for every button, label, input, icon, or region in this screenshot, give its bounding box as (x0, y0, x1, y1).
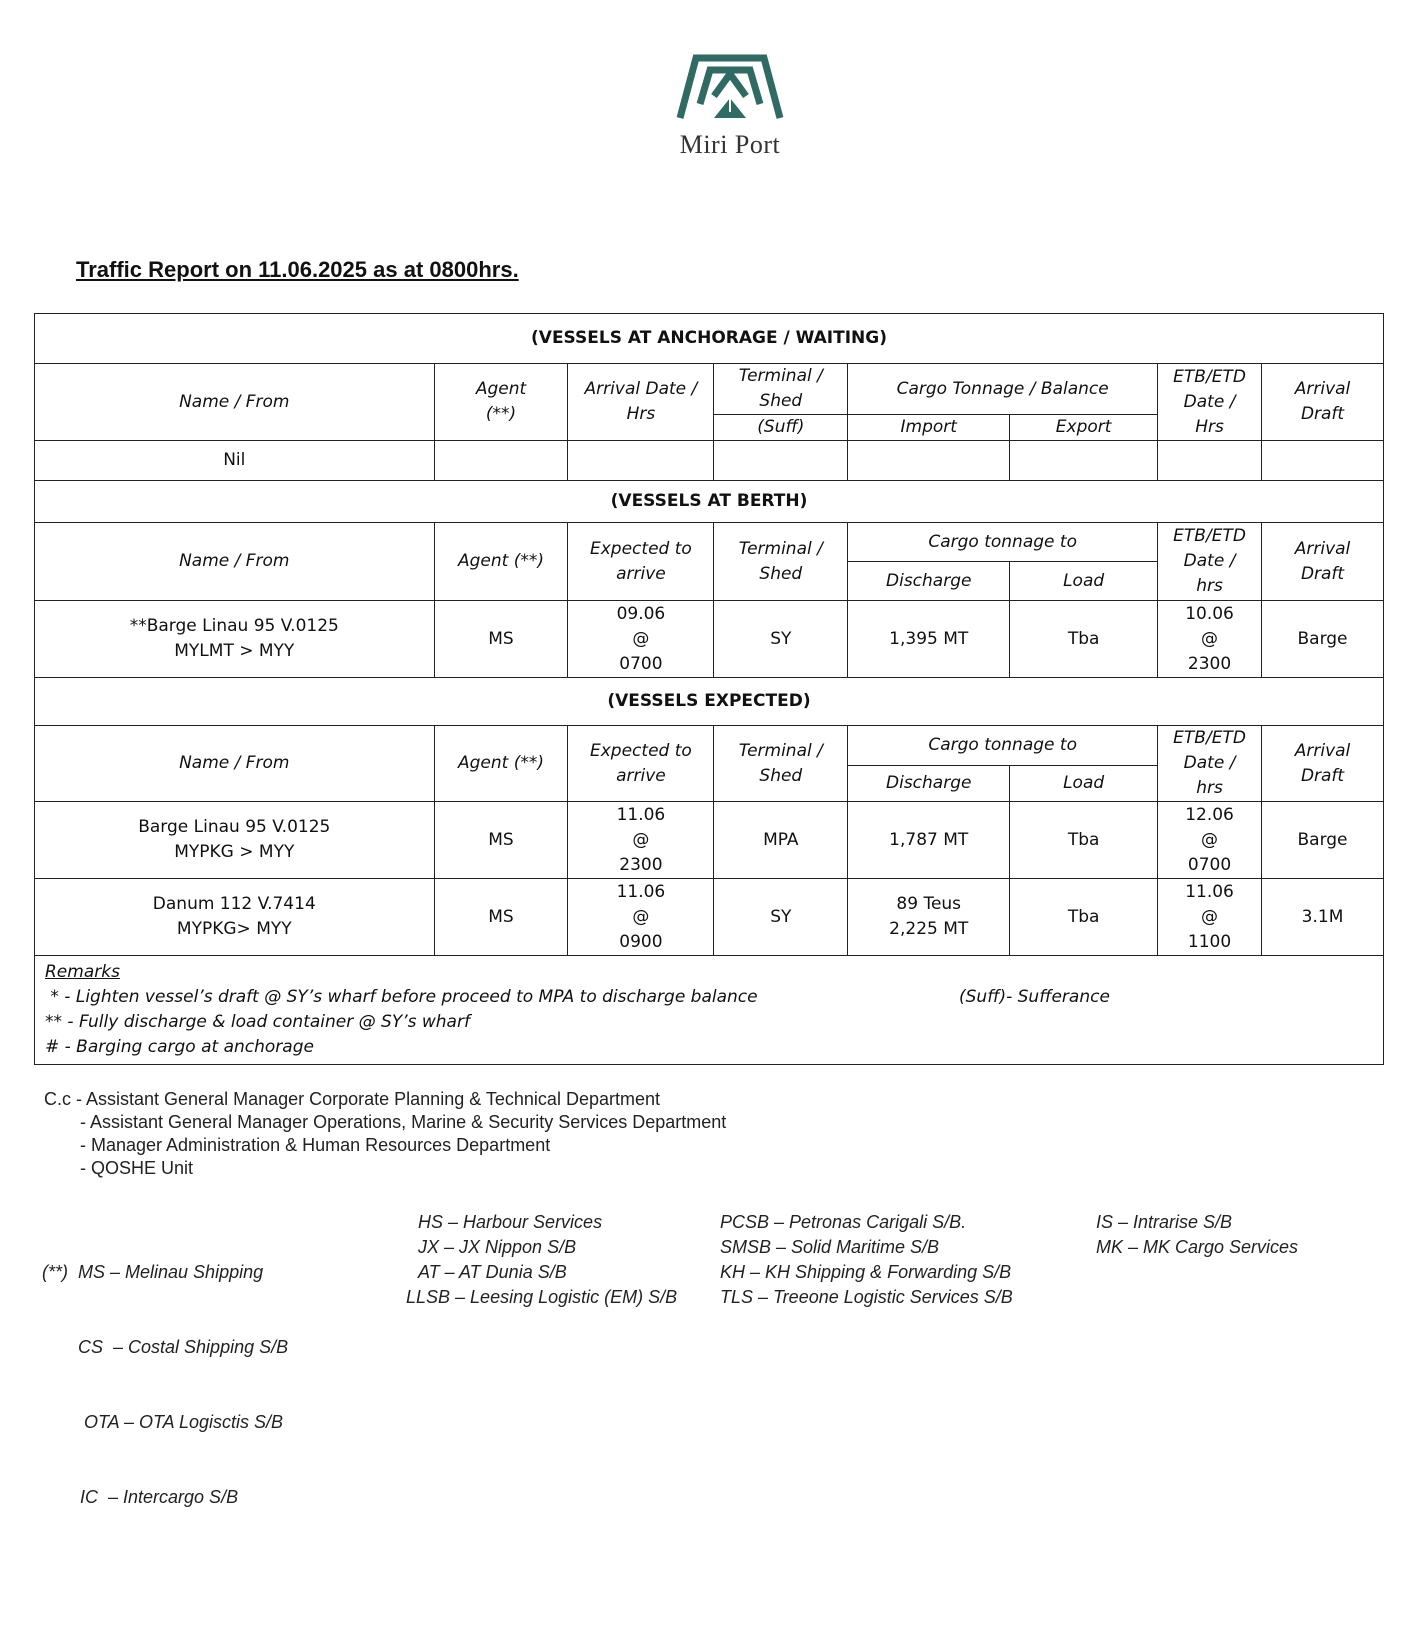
cell-terminal: MPA (714, 802, 848, 879)
cc-line: - Assistant General Manager Operations, Marine & Security Services Department (80, 1112, 727, 1132)
cell-name: Danum 112 V.7414 MYPKG> MYY (35, 879, 435, 956)
legend-item: TLS – Treeone Logistic Services S/B (720, 1287, 1013, 1307)
legend-col-3 (720, 1210, 1013, 1310)
header-etb: ETB/ETD Date / hrs (1158, 523, 1262, 601)
logo-wordmark: Miri Port (679, 130, 781, 159)
cell-draft: 3.1M (1262, 879, 1384, 956)
table-row (35, 879, 1384, 956)
cell-discharge: 89 Teus 2,225 MT (848, 879, 1010, 956)
header-discharge: Discharge (848, 562, 1010, 601)
legend-col-1 (42, 1210, 288, 1535)
suff-note: (Suff)- Sufferance (959, 987, 1110, 1007)
miri-port-logo (660, 52, 800, 160)
legend-item: (**) MS – Melinau Shipping (42, 1262, 264, 1282)
legend-item: SMSB – Solid Maritime S/B (720, 1237, 940, 1257)
remark-line: ** - Fully discharge & load container @ SY’s wharf (45, 1012, 470, 1032)
cell-agent: MS (434, 601, 568, 678)
header-export: Export (1010, 415, 1158, 441)
cell-discharge: 1,787 MT (848, 802, 1010, 879)
legend-item: AT – AT Dunia S/B (418, 1262, 567, 1282)
remarks-box (35, 956, 1384, 1065)
header-draft: Arrival Draft (1262, 364, 1384, 441)
cell-arrival: 11.06 @ 0900 (568, 879, 714, 956)
cell-etb: 10.06 @ 2300 (1158, 601, 1262, 678)
header-name-from: Name / From (35, 726, 435, 802)
legend-item: OTA – OTA Logisctis S/B (84, 1412, 284, 1432)
header-name-from: Name / From (35, 364, 435, 441)
section-expected: (VESSELS EXPECTED) (35, 678, 1384, 726)
header-expected: Expected to arrive (568, 726, 714, 802)
legend-col-2 (406, 1210, 677, 1310)
legend-item: JX – JX Nippon S/B (418, 1237, 577, 1257)
cc-line: - Manager Administration & Human Resources Department (80, 1135, 551, 1155)
legend-item: LLSB – Leesing Logistic (EM) S/B (406, 1287, 678, 1307)
section-berth: (VESSELS AT BERTH) (35, 481, 1384, 523)
legend-item: PCSB – Petronas Carigali S/B. (720, 1212, 967, 1232)
cell-draft: Barge (1262, 802, 1384, 879)
legend-col-4 (1096, 1210, 1298, 1260)
cell-arrival: 11.06 @ 2300 (568, 802, 714, 879)
header-arrival: Arrival Date / Hrs (568, 364, 714, 441)
cell-agent: MS (434, 879, 568, 956)
cell-arrival: 09.06 @ 0700 (568, 601, 714, 678)
miri-port-emblem-icon (674, 52, 786, 124)
header-load: Load (1010, 562, 1158, 601)
header-etb: ETB/ETD Date / hrs (1158, 726, 1262, 802)
header-cargo: Cargo tonnage to (848, 726, 1158, 766)
table-row (35, 441, 1384, 481)
cell-load: Tba (1010, 802, 1158, 879)
header-draft: Arrival Draft (1262, 726, 1384, 802)
legend-item: IC – Intercargo S/B (80, 1487, 239, 1507)
cell-terminal: SY (714, 601, 848, 678)
header-draft: Arrival Draft (1262, 523, 1384, 601)
legend-item: KH – KH Shipping & Forwarding S/B (720, 1262, 1012, 1282)
cell-name: Barge Linau 95 V.0125 MYPKG > MYY (35, 802, 435, 879)
header-agent: Agent (**) (434, 364, 568, 441)
cc-line: C.c - Assistant General Manager Corporate Planning & Technical Department (44, 1089, 660, 1109)
header-agent: Agent (**) (434, 523, 568, 601)
section-anchorage: (VESSELS AT ANCHORAGE / WAITING) (35, 314, 1384, 364)
cell-etb: 12.06 @ 0700 (1158, 802, 1262, 879)
header-name-from: Name / From (35, 523, 435, 601)
header-import: Import (848, 415, 1010, 441)
header-cargo: Cargo tonnage to (848, 523, 1158, 562)
header-cargo: Cargo Tonnage / Balance (848, 364, 1158, 415)
legend-item: MK – MK Cargo Services (1096, 1237, 1299, 1257)
cc-list (44, 1088, 726, 1180)
page-title: Traffic Report on 11.06.2025 as at 0800hrs. (76, 257, 519, 282)
header-agent: Agent (**) (434, 726, 568, 802)
cell-load: Tba (1010, 601, 1158, 678)
remarks-label: Remarks (45, 962, 120, 982)
cc-line: - QOSHE Unit (80, 1158, 194, 1178)
header-terminal: Terminal / Shed (714, 364, 848, 415)
table-row (35, 601, 1384, 678)
cell-name: Nil (35, 441, 435, 481)
header-terminal: Terminal / Shed (714, 726, 848, 802)
cell-terminal: SY (714, 879, 848, 956)
remark-line: * - Lighten vessel’s draft @ SY’s wharf before proceed to MPA to discharge balance (Suff)- Sufferance (45, 985, 1373, 1010)
cell-draft: Barge (1262, 601, 1384, 678)
table-row (35, 802, 1384, 879)
header-terminal-suff: (Suff) (714, 415, 848, 441)
cell-discharge: 1,395 MT (848, 601, 1010, 678)
header-discharge: Discharge (848, 766, 1010, 802)
remark-line: # - Barging cargo at anchorage (45, 1037, 314, 1057)
cell-name: **Barge Linau 95 V.0125 MYLMT > MYY (35, 601, 435, 678)
header-etb: ETB/ETD Date / Hrs (1158, 364, 1262, 441)
header-expected: Expected to arrive (568, 523, 714, 601)
cell-etb: 11.06 @ 1100 (1158, 879, 1262, 956)
cell-load: Tba (1010, 879, 1158, 956)
cell-agent: MS (434, 802, 568, 879)
legend-item: HS – Harbour Services (418, 1212, 603, 1232)
header-load: Load (1010, 766, 1158, 802)
traffic-report-table (34, 313, 1384, 1065)
legend-item: IS – Intrarise S/B (1096, 1212, 1233, 1232)
header-terminal: Terminal / Shed (714, 523, 848, 601)
legend-item: CS – Costal Shipping S/B (78, 1337, 289, 1357)
